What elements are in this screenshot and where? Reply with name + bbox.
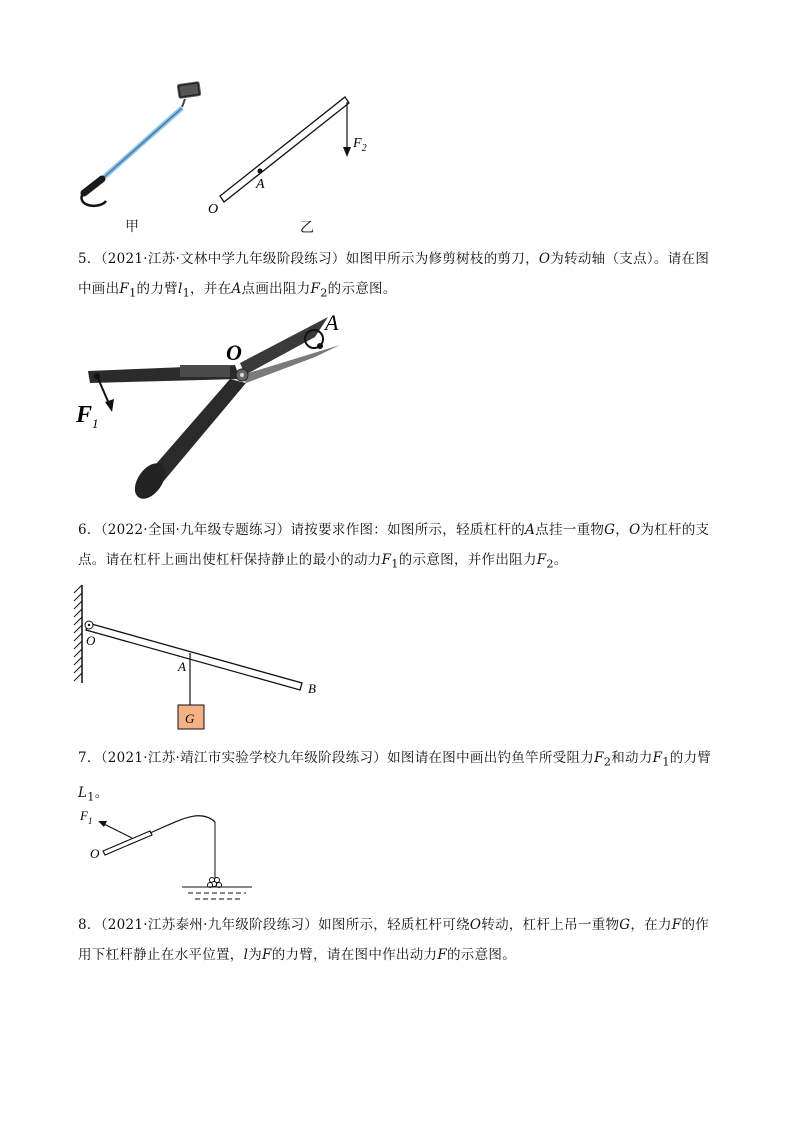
question-8-text: 8．（2021·江苏泰州·九年级阶段练习）如图所示，轻质杠杆可绕O转动，杠杆上吊一重物G，在力F的作用下杠杆静止在水平位置，l为F的力臂，请在图中作出动力F的示意图。 xyxy=(78,917,710,963)
figure-label-jia: 甲 xyxy=(125,219,139,235)
figure-label-yi: 乙 xyxy=(300,220,314,236)
q5-point-a-label: A xyxy=(325,310,339,335)
q4-point-o-label: O xyxy=(208,202,219,217)
q4-figure xyxy=(70,75,390,240)
q4-point-a-label: A xyxy=(256,177,265,192)
question-source: （2022·全国·九年级专题练习） xyxy=(100,522,291,538)
q6-point-a-label: A xyxy=(178,659,186,674)
q7-force-label: $F_1$ xyxy=(80,808,93,826)
q5-force-label: $F_1$ xyxy=(76,402,99,431)
q6-point-o-label: O xyxy=(86,633,96,648)
q4-force-label: $F_2$ xyxy=(353,136,367,154)
question-5-text: 5．（2021·江苏·文林中学九年级阶段练习）如图甲所示为修剪树枝的剪刀，O为转动轴（支点）。请在图中画出$F_1$的力臂$l_1$，并在A点画出阻力$F_2$的示意图。 xyxy=(78,251,710,300)
q5-shears-figure xyxy=(70,305,360,505)
selfie-stick-image xyxy=(82,82,201,206)
question-source: （2021·江苏·靖江市实验学校九年级阶段练习） xyxy=(100,750,388,766)
question-source: （2021·江苏·文林中学九年级阶段练习） xyxy=(100,251,346,267)
question-number: 8． xyxy=(78,917,101,933)
q5-point-o-label: O xyxy=(226,340,242,365)
question-number: 5． xyxy=(78,251,101,267)
fishing-rod xyxy=(98,816,252,899)
q6-point-b-label: B xyxy=(308,681,316,696)
lever-rod xyxy=(85,621,302,690)
weight-label: G xyxy=(185,711,195,726)
question-source: （2021·江苏泰州·九年级阶段练习） xyxy=(100,917,319,933)
question-number: 6． xyxy=(78,522,101,538)
question-6-text: 6．（2022·全国·九年级专题练习）请按要求作图：如图所示，轻质杠杆的A点挂一重物G，O为杠杆的支点。请在杠杆上画出使杠杆保持静止的最小的动力$F_1$的示意图，并作出阻力$F_2$。 xyxy=(78,522,710,571)
question-number: 7． xyxy=(78,750,101,766)
wall-hatch xyxy=(74,585,82,683)
q7-point-o-label: O xyxy=(90,846,100,861)
shears-image xyxy=(88,317,340,504)
q7-fishing-rod-figure xyxy=(70,800,270,905)
q6-lever-figure xyxy=(70,583,330,733)
q4-lever-rod xyxy=(220,97,351,202)
question-7-text: 7．（2021·江苏·靖江市实验学校九年级阶段练习）如图请在图中画出钓鱼竿所受阻力$F_2$和动力$F_1$的力臂$L_1$。 xyxy=(78,750,712,804)
